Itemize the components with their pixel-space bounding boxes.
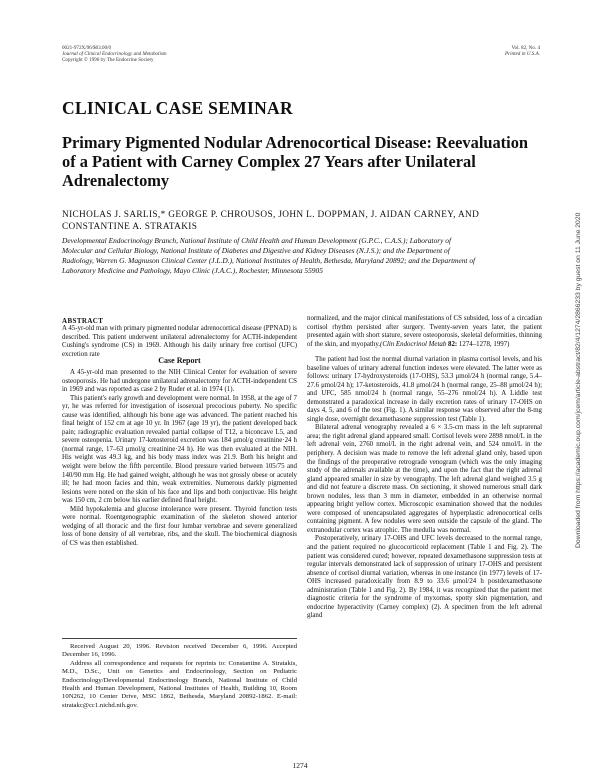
journal-header-right [440,45,540,57]
abstract-heading: ABSTRACT [62,317,104,325]
case-paragraph: Mild hypokalemia and glucose intolerance were present. Thyroid function tests were normal. Roentgenographic examination of the skeleton showed anterior wedging of all thoracic and the first four lumbar vertebrae and severe generalized loss of bone density of all vertebrae, ribs, and the skull. The biochemical diagnosis of CS was then established. [62,505,297,547]
footnote-correspondence: Address all correspondence and requests for reprints to: Constantine A. Stratakis, M.D., D.Sc., Unit on Genetics and Endocrinology, Section on Pediatric Endocrinology/Developmental Endocrinology Branch, National Institute of Child Health and Human Development, National Institutes of Health, Building 10, Room 10N262, 10 Center Drive, MSC 1862, Bethesda, Maryland 20892-1862. E-mail: stratakc@cc1.nichd.nih.gov. [62,659,297,709]
abstract-text-left: A 45-yr-old man with primary pigmented nodular adrenocortical disease (PPNAD) is described. This patient underwent unilateral adrenalectomy for ACTH-independent Cushing's syndrome (CS) in 1969. Although his daily urinary free cortisol (UFC) excretion rate [62,325,297,358]
case-report-heading: Case Report [158,356,201,365]
case-paragraph: This patient's early growth and development were normal. In 1958, at the age of 7 yr, he was referred for investigation of isosexual precocious puberty. No specific cause was identified, although his bone age was advanced. The patient reached his final height of 152 cm at age 10 yr. In 1967 (age 19 yr), the patient developed back pain; radiographic evaluation revealed partial collapse of T12, a biconcave L5, and severe osteopenia. Urinary 17-ketosteroid excretion was 184 μmol/g creatinine·24 h (normal range, 17–63 μmol/g creatinine·24 h). He was then evaluated at the NIH. His weight was 49.3 kg, and his body mass index was 21.9. Both his height and weight were below the fifth percentile. Blood pressure varied between 105/75 and 140/90 mm Hg. He had gained weight, although he was not grossly obese or acutely ill; he had moon facies and thin, weak extremities. Numerous darkly pigmented lesions were noted on the skin of his face and lips and both conjuctivae. His height was 150 cm, 2 cm below his earlier defined final height. [62,394,297,505]
author-list: NICHOLAS J. SARLIS,* GEORGE P. CHROUSOS, JOHN L. DOPPMAN, J. AIDAN CARNEY, AND CONSTANTINE A. STRATAKIS [62,210,480,232]
footnote-divider [62,638,297,639]
case-paragraph: A 45-yr-old man presented to the NIH Clinical Center for evaluation of severe osteoporosis. He had undergone unilateral adrenalectomy for ACTH-independent CS in 1969 and was reported as case 2 by Ruder et al. in 1974 (1). [62,369,297,394]
journal-header-left [62,45,322,64]
download-watermark: Downloaded from https://academic.oup.com/jcem/article-abstract/82/4/1274/2866233 by guest on 11 June 2020 [575,212,582,548]
left-column-body [62,369,297,548]
volume-line: Vol. 82, No. 4 [511,45,540,51]
abstract-text-right-body: normalized, and the major clinical manifestations of CS subsided, loss of a circadian cortisol rhythm persisted after surgery. Twenty-seven years later, the patient presented again with short stature, severe osteoporosis, skeletal deformities, thinning of the skin, and myopathy. [307,315,542,348]
right-column-body [307,356,542,621]
printed-line: Printed in U.S.A. [505,51,540,58]
page-number: 1274 [292,761,308,770]
body-paragraph: Bilateral adrenal venography revealed a 6 × 3.5-cm mass in the left suprarenal area; the right adrenal gland appeared small. Cortisol levels were 2898 nmol/L in the left adrenal vein, 2760 nmol/L in the right adrenal vein, and 524 nmol/L in the periphery. A decision was made to remove the left adrenal gland only, based upon the findings of the preoperative retrograde venogram (which was the only imaging study of the adrenals available at the time), and upon the fact that the right adrenal gland appeared smaller in size by venography. The left adrenal gland weighed 3.5 g and did not feature a discrete mass. On sectioning, it showed numerous small dark brown nodules, less than 3 mm in diameter, embedded in an otherwise normal appearing bright yellow cortex. Microscopic examination showed that the nodules were composed of unencapsulated aggregates of hyperplastic adrenocortical cells containing pigment. A few nodules were seen outside the capsule of the gland. The extranodular cortex was atrophic. The medulla was normal. [307,424,542,534]
body-paragraph: Postoperatively, urinary 17-OHS and UFC levels decreased to the normal range, and the patient required no glucocorticoid replacement (Table 1 and Fig. 2). The patient was considered cured; however, repeated dexamethasone suppression tests at regular intervals demonstrated lack of suppression of urinary 17-OHS and persistent absence of cortisol diurnal variation, whereas in one instance (in 1977) levels of 17-OHS increased paradoxically from 8.9 to 33.6 μmol/24 h postdexamethasone administration (Table 1 and Fig. 2). By 1984, it was recognized that the patient met diagnostic criteria for the syndrome of myxomas, spotty skin pigmentation, and endocrine hyperactivity (Carney complex) (2). A specimen from the left adrenal gland [307,535,542,620]
citation-volume: 82: [448,340,458,348]
section-title: CLINICAL CASE SEMINAR [62,98,293,118]
issn-line: 0021-972X/96/$03.00/0 [62,45,112,51]
body-paragraph: The patient had lost the normal diurnal variation in plasma cortisol levels, and his baseline values of urinary adrenal function indexes were elevated. The latter were as follows: urinary 17-hydroxysteroids (17-OHS), 53.3 μmol/24 h (normal range, 5.4–27.6 μmol/24 h); 17-ketosteroids, 41.8 μmol/24 h (normal range, 25–88 μmol/24 h); and UFC, 585 nmol/24 h (normal range, 55–276 nmol/24 h). A Liddle test demonstrated a paradoxical increase in daily excretion rates of urinary 17-OHS on days 4, 5, and 6 of the test (Fig. 1). A similar response was observed after the 8-mg single dose, overnight dexamethasone suppression test (Table 1). [307,356,542,423]
copyright-line: Copyright © 1996 by The Endocrine Society [62,57,154,64]
footnote-received: Received August 20, 1996. Revision received December 6, 1996. Accepted December 16, 1996. [62,643,297,659]
journal-name: Journal of Clinical Endocrinology and Metabolism [62,51,167,58]
affiliations: Developmental Endocrinology Branch, National Institute of Child Health and Human Development (G.P.C., C.A.S.); Laboratory of Molecular and Cellular Biology, National Institute of Diabetes and Digestive and Kidney Diseases (N.J.S.); and the Department of Radiology, Warren G. Magnuson Clinical Center (J.L.D.), National Institutes of Health, Bethesda, Maryland 20892; and the Department of Laboratory Medicine and Pathology, Mayo Clinic (J.A.C.), Rochester, Minnesota 55905 [62,236,476,275]
footnotes [62,643,297,710]
article-title: Primary Pigmented Nodular Adrenocortical Disease: Reevaluation of a Patient with Carney Complex 27 Years after Unilateral Adrenalectomy [62,133,529,190]
citation-pages: 1274–1278, 1997) [458,340,510,348]
citation-journal: (Clin Endocrinol Metab [380,340,447,348]
abstract-text-right [307,315,542,349]
